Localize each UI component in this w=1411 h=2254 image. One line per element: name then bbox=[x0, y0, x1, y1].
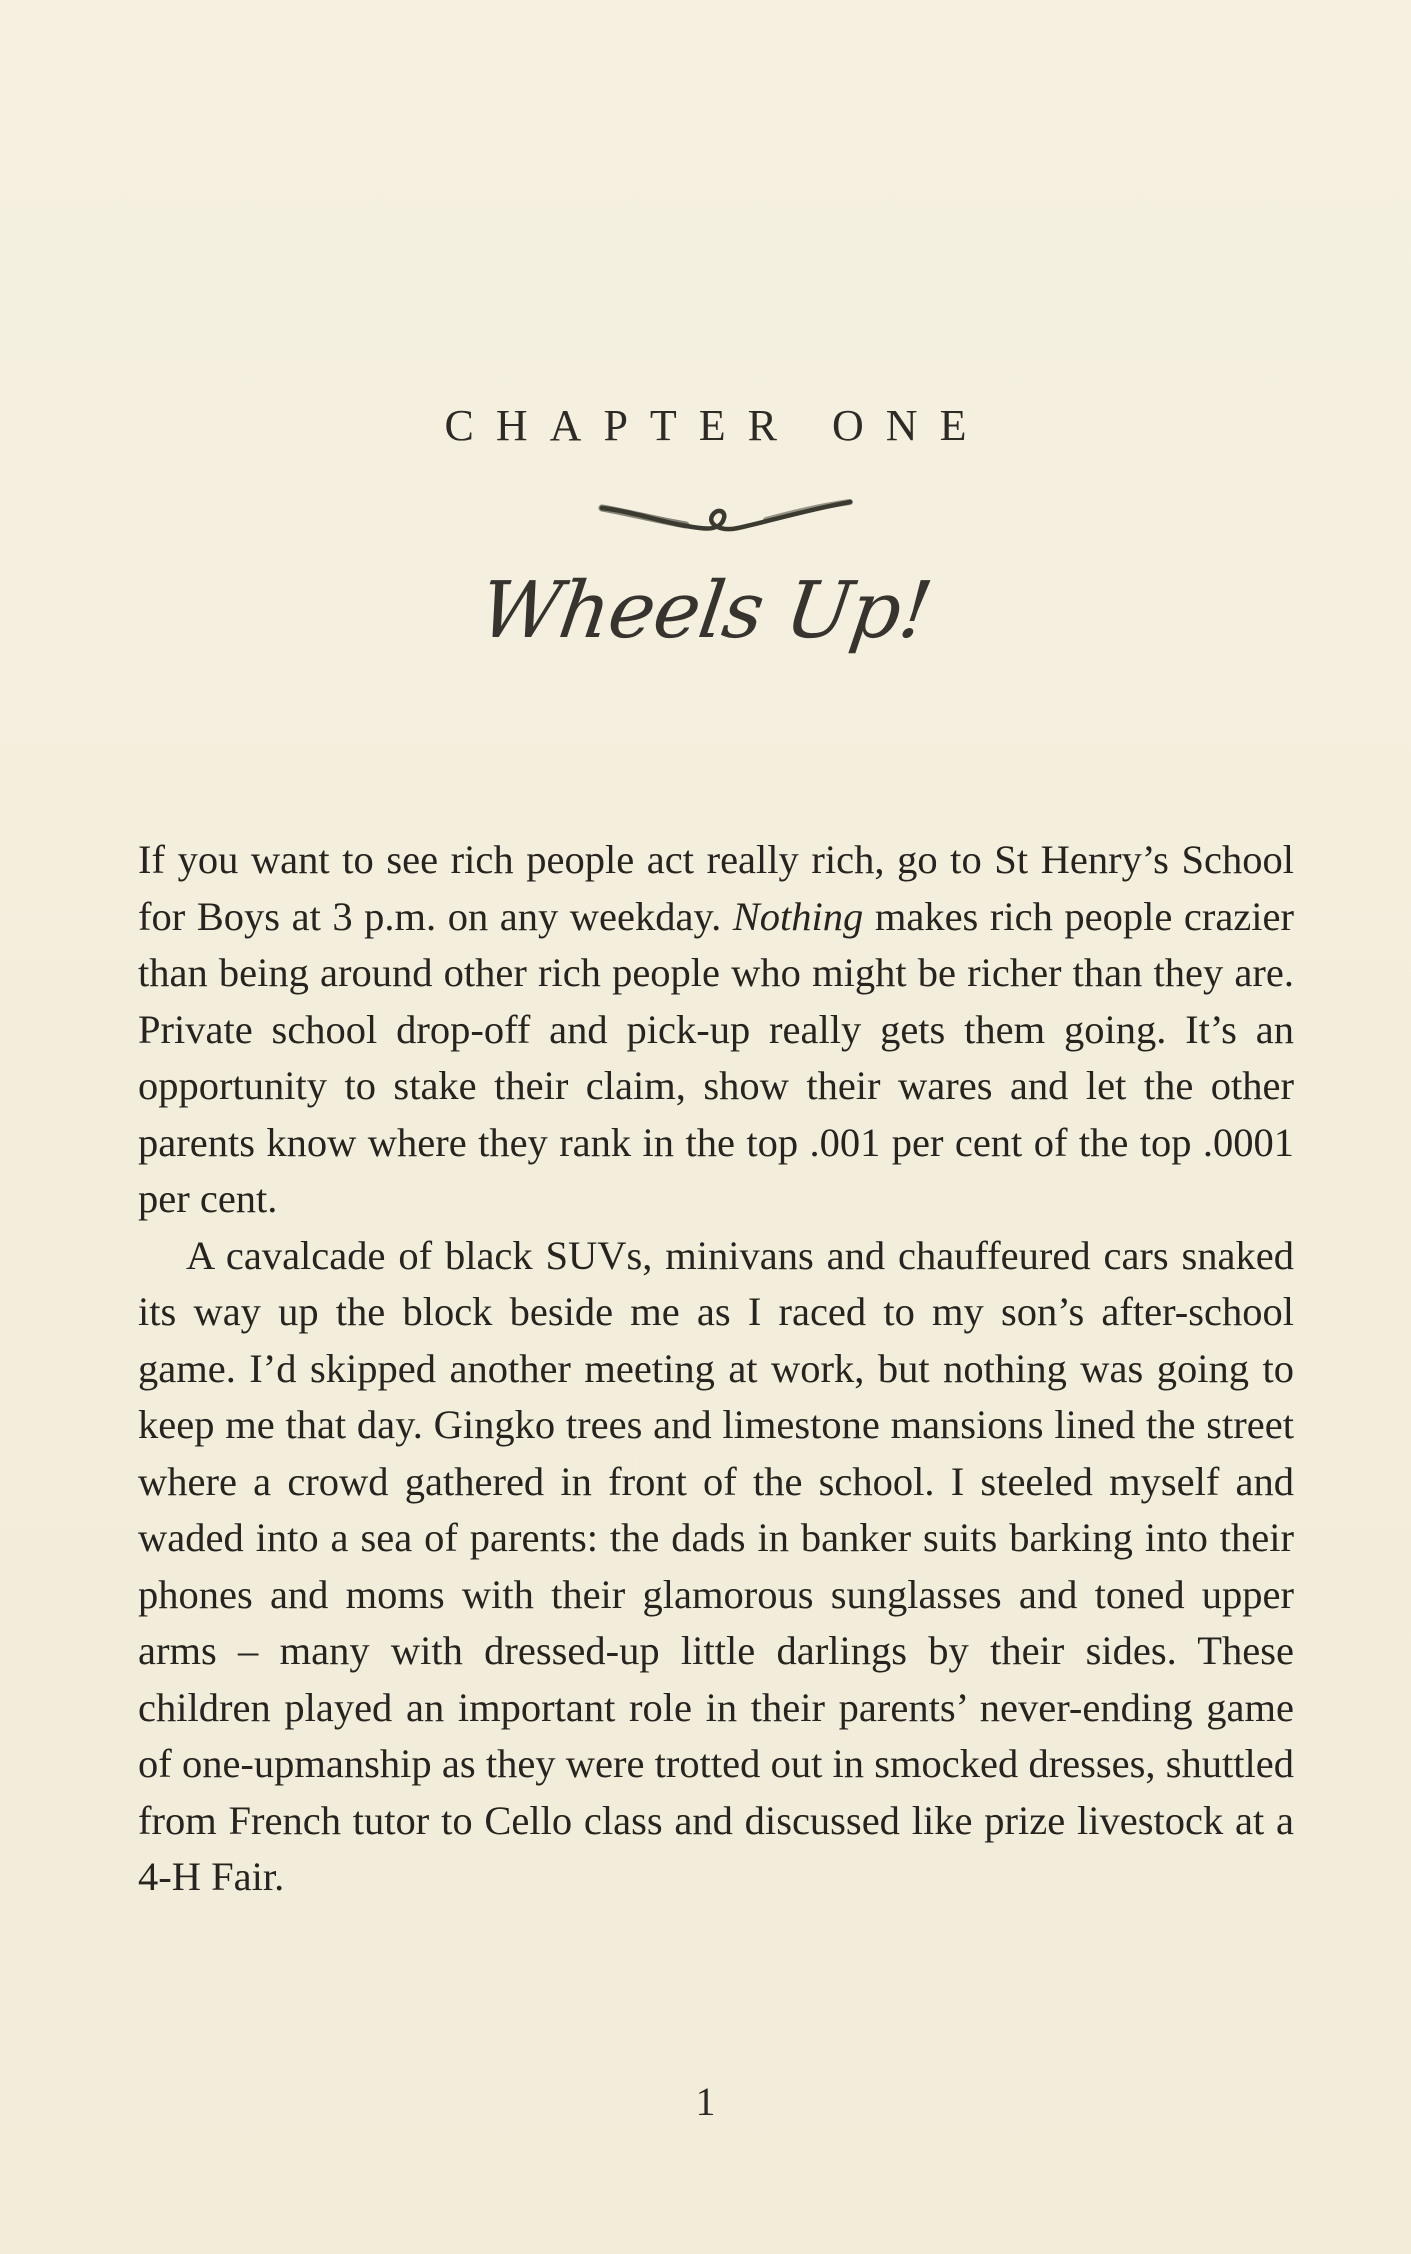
chapter-label: CHAPTER ONE bbox=[444, 401, 989, 450]
paragraph-1-emphasis: Nothing bbox=[732, 893, 864, 939]
paragraph-1-start: If you want to see rich people act really rich, go to St Henry’s School for Boys at 3 p.m. on any weekday. bbox=[138, 837, 1294, 939]
paragraph-1 bbox=[138, 832, 1294, 1228]
paragraph-1-end: makes rich people crazier than being around other rich people who might be richer than they are. Private school drop-off and pick-up really gets them going. It’s an opportunity to stake their claim, show their wares and let the other parents know where they rank in the top .001 per cent of the top .0001 per cent. bbox=[138, 893, 1295, 1221]
chapter-title: Wheels Up! bbox=[474, 566, 937, 656]
page-number: 1 bbox=[695, 2079, 716, 2124]
flourish-ornament-icon bbox=[596, 490, 856, 550]
chapter-body bbox=[138, 832, 1294, 1906]
paragraph-2: A cavalcade of black SUVs, minivans and chauffeured cars snaked its way up the block beside me as I raced to my son’s after-school game. I’d skipped another meeting at work, but nothing was going to keep me that day. Gingko trees and limestone mansions lined the street where a crowd gathered in front of the school. I steeled myself and waded into a sea of parents: the dads in banker suits barking into their phones and moms with their glamorous sunglasses and toned upper arms – many with dressed-up little darlings by their sides. These children played an important role in their parents’ never-ending game of one-upmanship as they were trotted out in smocked dresses, shuttled from French tutor to Cello class and discussed like prize livestock at a 4-H Fair. bbox=[138, 1232, 1294, 1899]
